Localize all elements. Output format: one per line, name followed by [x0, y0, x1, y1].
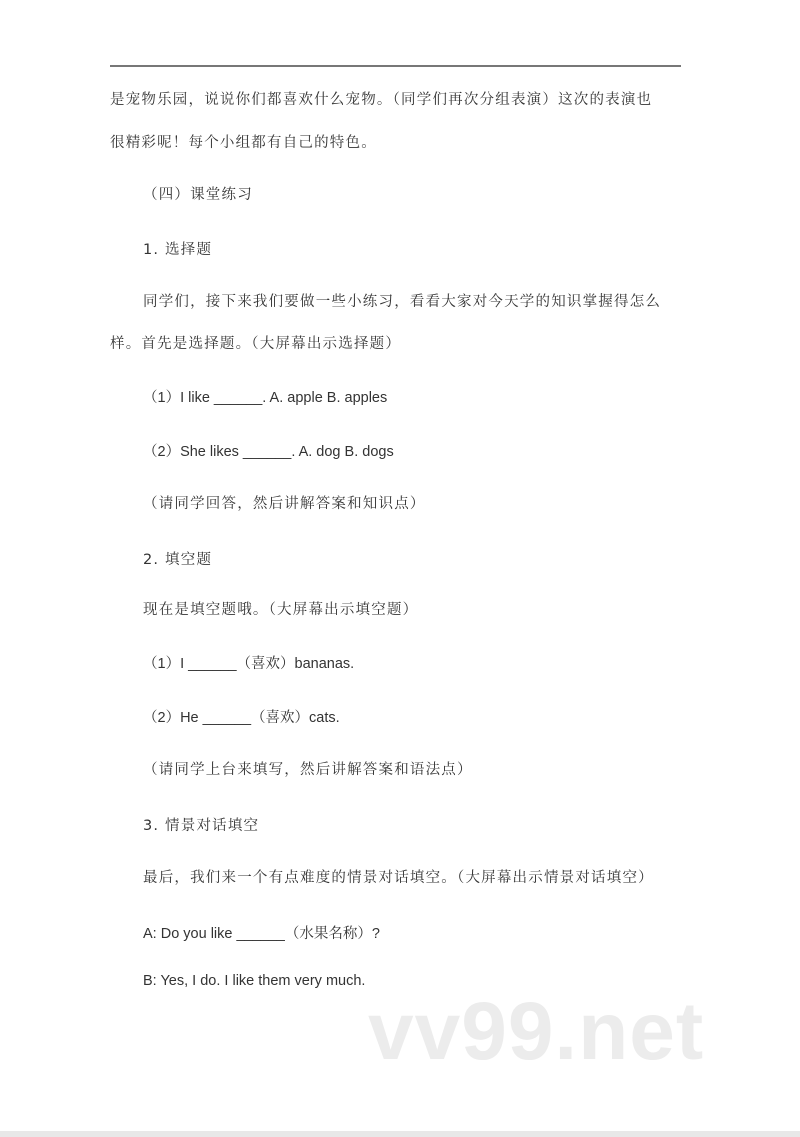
subsection-heading: 3. 情景对话填空 [143, 818, 260, 834]
paragraph-line: 最后，我们来一个有点难度的情景对话填空。（大屏幕出示情景对话填空） [143, 870, 654, 886]
watermark: vv99.net [368, 986, 705, 1077]
paragraph-line: （请同学回答，然后讲解答案和知识点） [143, 496, 426, 512]
exercise-item: （1）I like ______. A. apple B. apples [143, 390, 388, 406]
paragraph-line: 同学们，接下来我们要做一些小练习，看看大家对今天学的知识掌握得怎么 [143, 294, 662, 310]
dialogue-line: A: Do you like ______（水果名称）? [143, 926, 380, 942]
subsection-heading: 2. 填空题 [143, 552, 213, 568]
exercise-item: （1）I ______（喜欢）bananas. [143, 656, 355, 672]
section-heading: （四）课堂练习 [143, 187, 253, 203]
paragraph-line: 样。首先是选择题。（大屏幕出示选择题） [110, 336, 402, 352]
paragraph-line: 很精彩呢！每个小组都有自己的特色。 [110, 135, 377, 151]
header-rule [110, 65, 681, 67]
paragraph-line: 是宠物乐园，说说你们都喜欢什么宠物。（同学们再次分组表演）这次的表演也 [110, 92, 653, 108]
paragraph-line: （请同学上台来填写，然后讲解答案和语法点） [143, 762, 473, 778]
dialogue-line: B: Yes, I do. I like them very much. [143, 973, 366, 989]
subsection-heading: 1. 选择题 [143, 242, 213, 258]
page-bottom-edge [0, 1131, 800, 1137]
paragraph-line: 现在是填空题哦。（大屏幕出示填空题） [143, 602, 419, 618]
exercise-item: （2）He ______（喜欢）cats. [143, 710, 340, 726]
exercise-item: （2）She likes ______. A. dog B. dogs [143, 444, 394, 460]
